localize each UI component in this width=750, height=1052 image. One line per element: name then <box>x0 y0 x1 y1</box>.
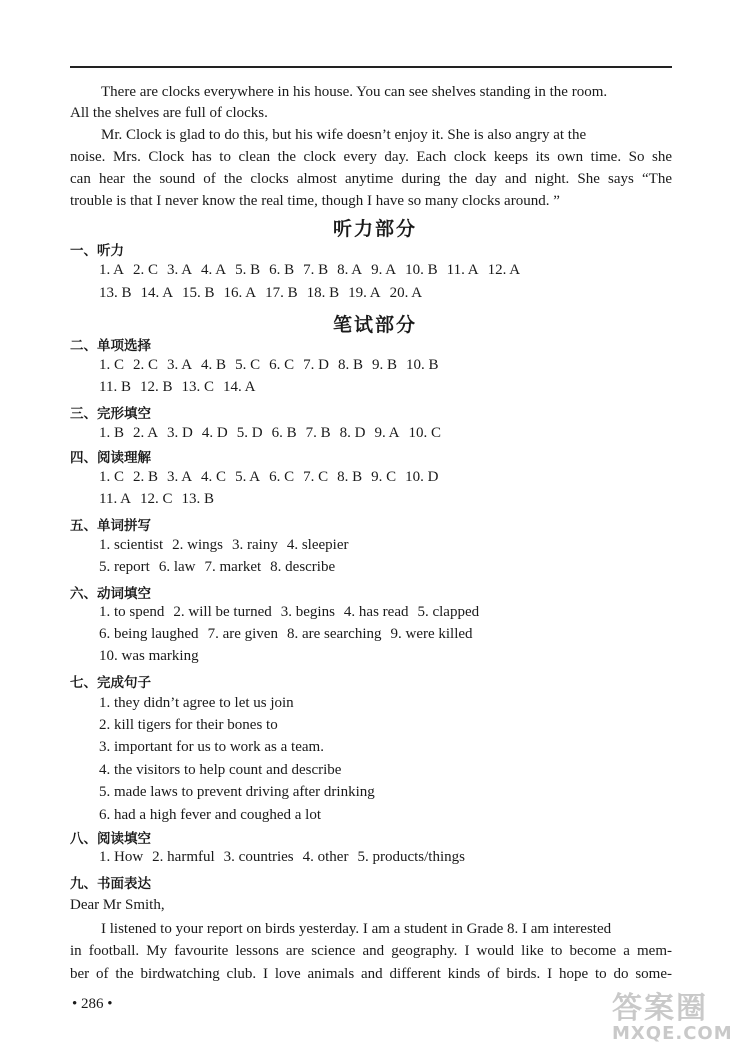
answer-item: 10. B <box>405 357 439 373</box>
section-heading-reading: 四、阅读理解 <box>70 450 151 466</box>
answer-item: 7. D <box>303 357 329 373</box>
passage-line-4: noise. Mrs. Clock has to clean the clock every day. Each clock keeps its own time. So she <box>70 149 672 165</box>
answer-item: 6. C <box>269 357 295 373</box>
answer-item: 11. B <box>99 379 131 395</box>
answer-item: 10. D <box>405 469 439 485</box>
answer-item: 19. A <box>348 285 381 301</box>
sentence-answer-4: 4. the visitors to help count and describe <box>99 762 342 778</box>
answer-item: 9. were killed <box>390 626 473 642</box>
answer-item: 6. C <box>269 469 295 485</box>
section-heading-listening: 一、听力 <box>70 243 124 259</box>
answer-item: 7. C <box>303 469 329 485</box>
answer-item: 14. A <box>140 285 174 301</box>
sentence-answer-1: 1. they didn’t agree to let us join <box>99 695 294 711</box>
answer-row <box>99 379 265 396</box>
answer-row <box>99 849 474 866</box>
answer-item: 8. B <box>337 357 363 373</box>
answer-item: 3. begins <box>280 604 335 620</box>
answer-item: 10. C <box>408 425 441 441</box>
answer-row <box>99 559 344 576</box>
answer-item: 1. A <box>99 262 125 278</box>
passage-line-6: trouble is that I never know the real time, though I have so many clocks around. ” <box>70 193 560 209</box>
answer-row <box>99 491 223 508</box>
answer-item: 2. wings <box>172 537 224 553</box>
answer-row <box>99 604 488 621</box>
answer-item: 11. A <box>99 491 131 507</box>
sentence-answer-6: 6. had a high fever and coughed a lot <box>99 807 322 823</box>
answer-item: 4. D <box>201 425 228 441</box>
section-heading-cloze: 三、完形填空 <box>70 406 151 422</box>
answer-item: 5. clapped <box>417 604 480 620</box>
sentence-answer-5: 5. made laws to prevent driving after drinking <box>99 784 375 800</box>
answer-item: 20. A <box>389 285 423 301</box>
answer-item: 3. D <box>167 425 193 441</box>
answer-item: 4. B <box>201 357 227 373</box>
passage-line-5: can hear the sound of the clocks almost anytime during the day and night. She says “The <box>70 171 672 187</box>
watermark-logo <box>612 991 742 1048</box>
answer-item: 5. B <box>235 262 261 278</box>
answer-item: 1. How <box>99 849 144 865</box>
answer-item: 14. A <box>222 379 256 395</box>
answer-item: 7. market <box>204 559 262 575</box>
answer-item: 4. has read <box>343 604 409 620</box>
answer-item: 6. being laughed <box>99 626 199 642</box>
answer-item: 5. D <box>236 425 263 441</box>
answer-row <box>99 357 447 374</box>
answer-item: 8. D <box>339 425 366 441</box>
section-heading-complete-sentences: 七、完成句子 <box>70 675 151 691</box>
answer-item: 2. A <box>133 425 159 441</box>
answer-row <box>99 285 431 302</box>
passage-line-2: All the shelves are full of clocks. <box>70 105 268 121</box>
sentence-answer-3: 3. important for us to work as a team. <box>99 739 324 755</box>
answer-item: 8. are searching <box>286 626 382 642</box>
answer-item: 5. A <box>235 469 261 485</box>
answer-row <box>99 262 529 279</box>
section-heading-spelling: 五、单词拼写 <box>70 518 151 534</box>
letter-line-2: in football. My favourite lessons are science and geography. I would like to become a mem- <box>70 943 672 959</box>
answer-item: 10. B <box>405 262 438 278</box>
answer-item: 3. countries <box>223 849 294 865</box>
answer-item: 3. rainy <box>232 537 278 553</box>
answer-item: 2. harmful <box>152 849 215 865</box>
answer-item: 2. B <box>133 469 159 485</box>
sentence-answer-2: 2. kill tigers for their bones to <box>99 717 278 733</box>
letter-line-1: I listened to your report on birds yesterday. I am a student in Grade 8. I am interested <box>101 921 612 937</box>
answer-row <box>99 648 208 665</box>
section-heading-reading-fill: 八、阅读填空 <box>70 831 151 847</box>
answer-item: 1. C <box>99 357 125 373</box>
answer-item: 13. B <box>181 491 214 507</box>
answer-item: 7. are given <box>207 626 278 642</box>
letter-line-3: ber of the birdwatching club. I love animals and different kinds of birds. I hope to do some- <box>70 966 672 982</box>
answer-item: 12. C <box>139 491 173 507</box>
answer-item: 9. A <box>374 425 400 441</box>
answer-item: 5. report <box>99 559 150 575</box>
answer-item: 10. was marking <box>99 648 199 664</box>
answer-item: 4. other <box>302 849 349 865</box>
answer-item: 3. A <box>167 357 193 373</box>
section-heading-multiple-choice: 二、单项选择 <box>70 338 151 354</box>
answer-item: 17. B <box>265 285 298 301</box>
answer-item: 6. B <box>271 425 297 441</box>
answer-item: 7. B <box>303 262 329 278</box>
answer-item: 12. A <box>487 262 521 278</box>
answer-item: 9. C <box>371 469 397 485</box>
answer-item: 13. B <box>99 285 132 301</box>
answer-item: 16. A <box>223 285 257 301</box>
answer-item: 3. A <box>167 262 193 278</box>
watermark-text-bottom: MXQE.COM <box>612 1023 733 1044</box>
letter-greeting: Dear Mr Smith, <box>70 897 165 913</box>
answer-item: 8. describe <box>270 559 336 575</box>
answer-row <box>99 537 357 554</box>
section-heading-writing: 九、书面表达 <box>70 876 151 892</box>
answer-item: 13. C <box>181 379 214 395</box>
answer-item: 2. will be turned <box>173 604 272 620</box>
listening-part-title: 听力部分 <box>332 218 417 240</box>
answer-item: 4. A <box>201 262 227 278</box>
passage-line-1: There are clocks everywhere in his house. You can see shelves standing in the room. <box>101 84 608 100</box>
section-heading-verb-fill: 六、动词填空 <box>70 586 151 602</box>
answer-row <box>99 626 482 643</box>
answer-item: 7. B <box>305 425 331 441</box>
answer-item: 1. C <box>99 469 125 485</box>
writing-part-title: 笔试部分 <box>332 314 417 336</box>
passage-line-3: Mr. Clock is glad to do this, but his wife doesn’t enjoy it. She is also angry at the <box>101 127 587 143</box>
answer-item: 2. C <box>133 357 159 373</box>
answer-item: 3. A <box>167 469 193 485</box>
answer-item: 18. B <box>306 285 340 301</box>
answer-item: 8. A <box>337 262 363 278</box>
answer-row <box>99 425 450 442</box>
answer-item: 1. B <box>99 425 125 441</box>
answer-item: 11. A <box>446 262 479 278</box>
answer-item: 8. B <box>337 469 363 485</box>
answer-item: 6. B <box>269 262 295 278</box>
top-rule <box>70 66 672 68</box>
answer-item: 5. products/things <box>357 849 465 865</box>
answer-item: 15. B <box>182 285 215 301</box>
answer-item: 12. B <box>139 379 173 395</box>
answer-row <box>99 469 447 486</box>
answer-item: 4. sleepier <box>286 537 349 553</box>
watermark-text-top: 答案圈 <box>612 991 708 1026</box>
answer-item: 1. scientist <box>99 537 164 553</box>
answer-item: 9. B <box>371 357 397 373</box>
answer-item: 2. C <box>133 262 159 278</box>
answer-item: 5. C <box>235 357 261 373</box>
page-number: • 286 • <box>72 996 113 1012</box>
answer-item: 1. to spend <box>99 604 165 620</box>
answer-item: 4. C <box>201 469 227 485</box>
answer-item: 9. A <box>371 262 397 278</box>
answer-item: 6. law <box>158 559 196 575</box>
